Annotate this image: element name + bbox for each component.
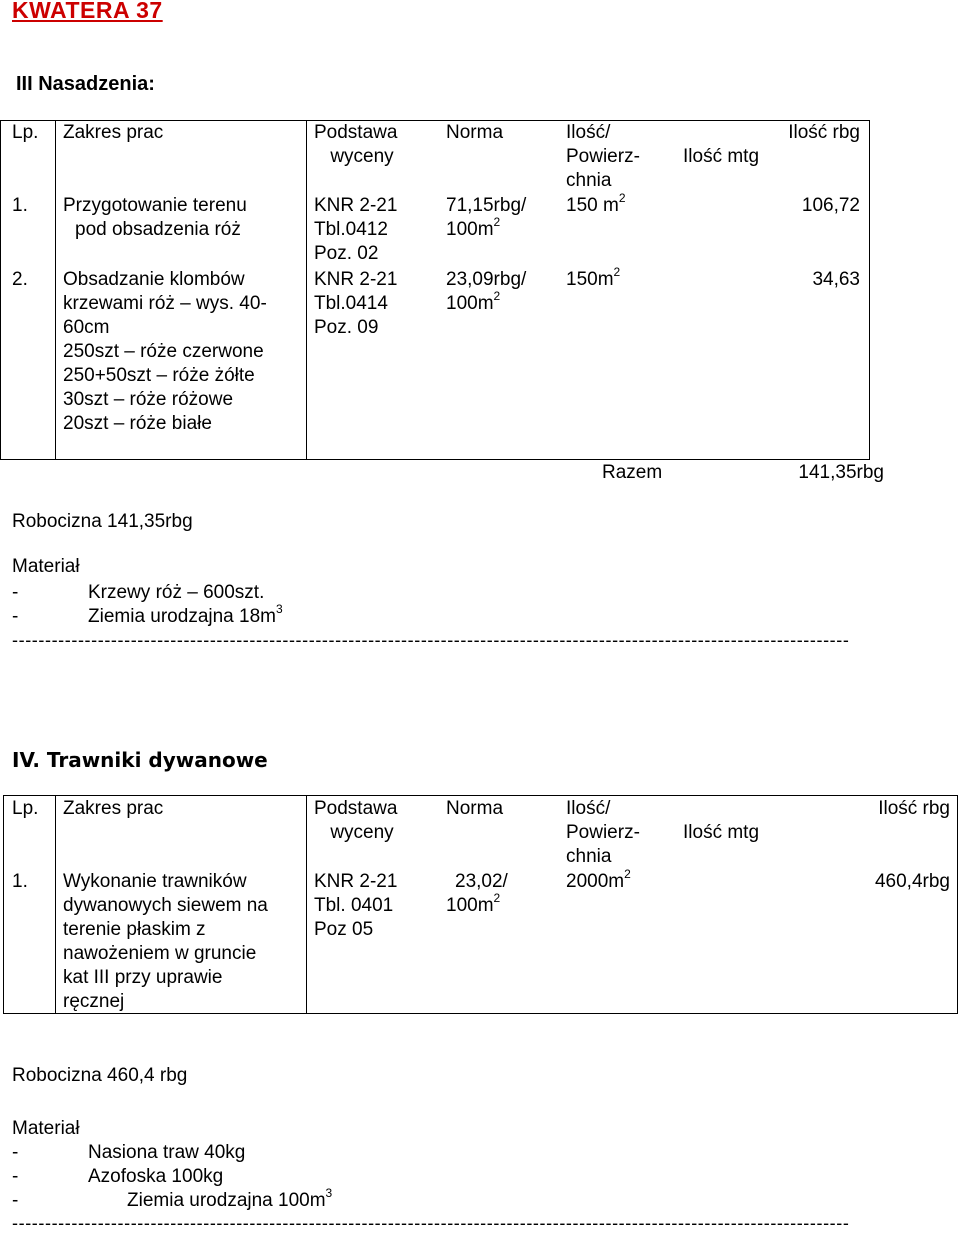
row-norma-unit: $100m^2$ [446,890,501,916]
row-zakres: Przygotowanie terenu [63,195,247,216]
header-ilosc-rbg: Ilość rbg [788,122,860,143]
separator-line: ------------------------------------------------------------------------------------------------------------------------------- [12,1213,850,1233]
header-ilosc: Ilość/ [566,122,611,143]
separator-line: ------------------------------------------------------------------------------------------------------------------------------- [12,630,850,650]
row-ilosc: 150 $m^2$ [566,190,626,216]
material-item: Krzewy róż – 600szt. [88,582,265,603]
material-dash: - [12,606,19,627]
section-heading-nasadzenia: III Nasadzenia: [16,73,155,95]
row-zakres: ręcznej [63,991,125,1012]
row-lp: 1. [12,195,28,216]
row-zakres: 30szt – róże różowe [63,389,234,410]
row-zakres: 250+50szt – róże żółte [63,365,255,386]
material-item: Azofoska 100kg [88,1166,224,1187]
header-ilosc-2: Powierz- [566,822,640,843]
material-dash: - [12,1142,19,1163]
row-lp: 2. [12,269,28,290]
header-podstawa-2: wyceny [330,822,394,843]
row-podstawa: Tbl.0414 [314,293,388,314]
row-norma: 71,15rbg/ [446,195,527,216]
row-podstawa: Poz. 09 [314,317,379,338]
row-zakres: terenie płaskim z [63,919,206,940]
total-value: 141,35rbg [798,462,884,483]
material-dash: - [12,1190,19,1211]
row-norma-unit: $100m^2$ [446,288,501,314]
material-dash: - [12,1166,19,1187]
row-ilosc: $150m^2$ [566,264,621,290]
row-podstawa: KNR 2-21 [314,871,398,892]
labor-summary: Robocizna 141,35rbg [12,511,193,532]
row-rbg: 460,4rbg [874,871,950,892]
labor-summary: Robocizna 460,4 rbg [12,1065,188,1086]
row-zakres: dywanowych siewem na [63,895,268,916]
row-lp: 1. [12,871,28,892]
material-label: Materiał [12,556,80,577]
header-norma: Norma [446,798,504,819]
row-zakres: 250szt – róże czerwone [63,341,264,362]
material-dash: - [12,582,19,603]
row-rbg: 34,63 [812,269,860,290]
row-ilosc: $2000m^2$ [566,866,631,892]
header-zakres: Zakres prac [63,122,164,143]
row-zakres: 20szt – róże białe [63,413,212,434]
row-zakres: pod obsadzenia róż [75,219,241,240]
header-ilosc-mtg: Ilość mtg [683,146,760,167]
header-podstawa: Podstawa [314,798,398,819]
total-label: Razem [602,462,663,483]
header-ilosc-3: chnia [566,846,612,867]
material-label: Materiał [12,1118,80,1139]
row-podstawa: Poz 05 [314,919,374,940]
row-podstawa: Poz. 02 [314,243,379,264]
header-podstawa: Podstawa [314,122,398,143]
header-ilosc-mtg: Ilość mtg [683,822,760,843]
material-item: Nasiona traw 40kg [88,1142,246,1163]
row-podstawa: Tbl. 0401 [314,895,394,916]
row-norma: 23,09rbg/ [446,269,527,290]
row-zakres: krzewami róż – wys. 40- [63,293,267,314]
header-ilosc: Ilość/ [566,798,611,819]
row-norma: 23,02/ [455,871,508,892]
row-podstawa: KNR 2-21 [314,269,398,290]
header-lp: Lp. [12,798,39,819]
header-zakres: Zakres prac [63,798,164,819]
row-zakres: kat III przy uprawie [63,967,223,988]
row-zakres: Wykonanie trawników [63,871,247,892]
header-ilosc-2: Powierz- [566,146,640,167]
material-item: Ziemia urodzajna $100m^3$ [127,1185,333,1211]
header-podstawa-2: wyceny [330,146,394,167]
row-zakres: nawożeniem w gruncie [63,943,257,964]
row-podstawa: Tbl.0412 [314,219,388,240]
row-zakres: 60cm [63,317,110,338]
header-lp: Lp. [12,122,39,143]
header-ilosc-3: chnia [566,170,612,191]
header-ilosc-rbg: Ilość rbg [878,798,950,819]
header-norma: Norma [446,122,504,143]
row-rbg: 106,72 [801,195,860,216]
section-heading-trawniki: IV. Trawniki dywanowe [12,748,268,772]
material-item: Ziemia urodzajna $18m^3$ [88,601,283,627]
page-title: KWATERA 37 [12,0,163,23]
row-podstawa: KNR 2-21 [314,195,398,216]
row-zakres: Obsadzanie klombów [63,269,245,290]
row-norma-unit: $100m^2$ [446,214,501,240]
